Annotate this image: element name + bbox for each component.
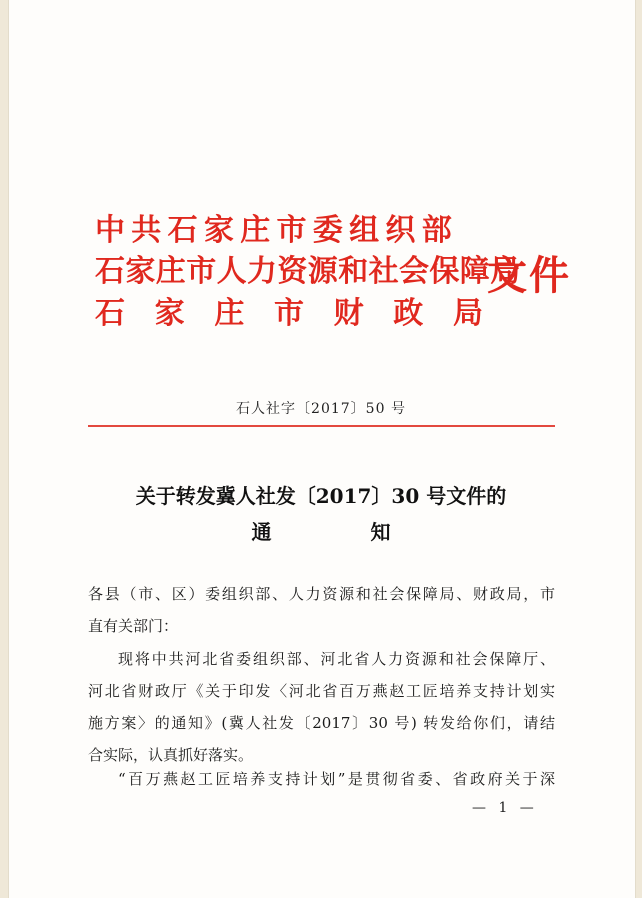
document-number: 石人社字〔2017〕50 号 (236, 401, 406, 417)
salutation-line: 各县（市、区）委组织部、人力资源和社会保障局、财政局，市 (88, 585, 555, 603)
issuer-char: 财 (333, 296, 364, 331)
issuer-char: 局 (452, 296, 483, 331)
red-separator-line (88, 425, 555, 427)
issuer-char: 庄 (214, 296, 245, 331)
body-paragraph-2 (88, 763, 555, 795)
document-suffix: 文件 (487, 252, 571, 299)
body-line: 合实际，认真抓好落实。 (88, 746, 254, 764)
issuer-char: 石 (95, 296, 125, 331)
body-line: 河北省财政厅《关于印发〈河北省百万燕赵工匠培养支持计划实 (88, 682, 555, 700)
issuer-char: 家 (154, 296, 185, 331)
body-line: 施方案〉的通知》(冀人社发〔2017〕30 号) 转发给你们，请结 (88, 714, 555, 732)
issuer-char: 市 (273, 296, 304, 331)
issuer-header (95, 213, 571, 338)
document-title-line2: 通知 (251, 520, 490, 544)
issuer-char: 政 (393, 296, 424, 331)
salutation-line: 直有关部门： (88, 617, 179, 635)
body-line: “百万燕赵工匠培养支持计划”是贯彻省委、省政府关于深 (118, 770, 555, 788)
salutation (88, 578, 555, 642)
issuer-hr-bureau: 石家庄市人力资源和社会保障局 (95, 254, 521, 289)
body-paragraph (88, 643, 555, 771)
document-title-line1: 关于转发冀人社发〔2017〕30 号文件的 (135, 484, 507, 508)
body-line: 现将中共河北省委组织部、河北省人力资源和社会保障厅、 (118, 650, 555, 668)
issuer-finance-bureau (95, 296, 483, 332)
issuer-party-committee: 中共石家庄市委组织部 (95, 213, 458, 248)
page-number: — 1 — (472, 800, 538, 816)
